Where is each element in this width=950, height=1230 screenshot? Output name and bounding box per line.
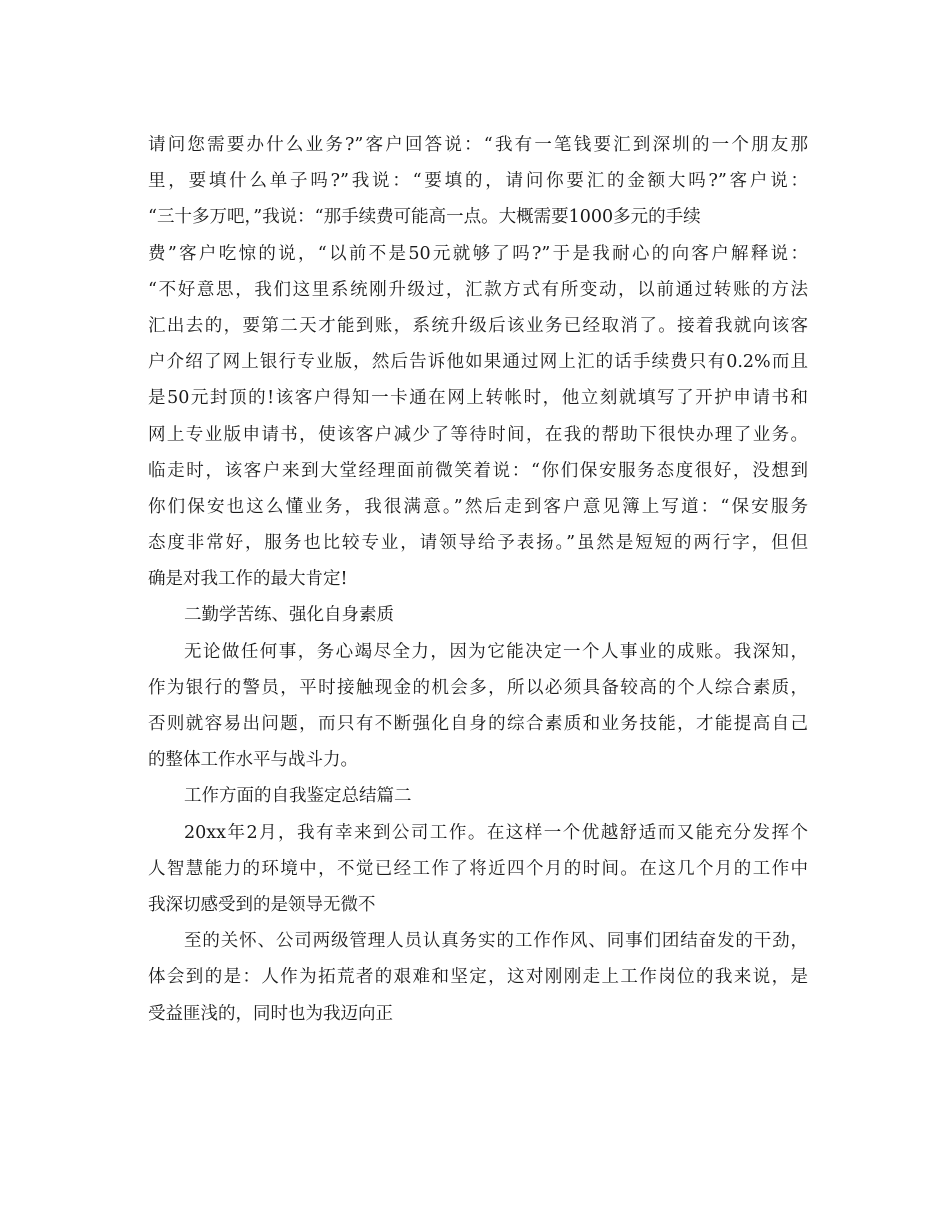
text-line: 临走时，该客户来到大堂经理面前微笑着说：“你们保安服务态度很好，没想到 bbox=[148, 460, 808, 481]
text-line: 态度非常好，服务也比较专业，请领导给予表扬。”虽然是短短的两行字，但但 bbox=[148, 533, 808, 554]
text-line: 请问您需要办什么业务?”客户回答说：“我有一笔钱要汇到深圳的一个朋友那 bbox=[148, 135, 808, 155]
text-line: 二勤学苦练、强化自身素质 bbox=[184, 605, 394, 626]
text-line: 工作方面的自我鉴定总结篇二 bbox=[184, 786, 412, 807]
text-line: 作为银行的警员，平时接触现金的机会多，所以必须具备较高的个人综合素质， bbox=[148, 677, 808, 698]
text-line: 户介绍了网上银行专业版，然后告诉他如果通过网上汇的话手续费只有0.2%而且 bbox=[148, 352, 808, 373]
text-line: 至的关怀、公司两级管理人员认真务实的工作作风、同事们团结奋发的干劲， bbox=[184, 931, 808, 952]
text-line: 确是对我工作的最大肯定! bbox=[148, 569, 348, 590]
text-line: 费”客户吃惊的说，“以前不是50元就够了吗?”于是我耐心的向客户解释说： bbox=[148, 243, 808, 264]
text-line: 汇出去的，要第二天才能到账，系统升级后该业务已经取消了。接着我就向该客 bbox=[148, 315, 808, 336]
document-body bbox=[148, 127, 808, 1032]
text-line: 你们保安也这么懂业务，我很满意。”然后走到客户意见簿上写道：“保安服务 bbox=[148, 496, 808, 517]
text-line: 网上专业版申请书，使该客户减少了等待时间，在我的帮助下很快办理了业务。 bbox=[148, 424, 808, 445]
text-line: 体会到的是：人作为拓荒者的艰难和坚定，这对刚刚走上工作岗位的我来说，是 bbox=[148, 967, 808, 988]
text-line: 否则就容易出问题，而只有不断强化自身的综合素质和业务技能，才能提高自己 bbox=[148, 714, 808, 734]
text-line: 里，要填什么单子吗?”我说：“要填的，请问你要汇的金额大吗?”客户说： bbox=[148, 171, 808, 192]
text-line: 无论做任何事，务心竭尽全力，因为它能决定一个人事业的成账。我深知， bbox=[184, 641, 808, 662]
text-line: 受益匪浅的，同时也为我迈向正 bbox=[148, 1003, 393, 1024]
text-line: 我深切感受到的是领导无微不 bbox=[148, 894, 376, 915]
text-line: 人智慧能力的环境中，不觉已经工作了将近四个月的时间。在这几个月的工作中 bbox=[148, 858, 808, 879]
text-line: “不好意思，我们这里系统刚升级过，汇款方式有所变动，以前通过转账的方法 bbox=[148, 279, 808, 300]
text-line: 20xx年2月，我有幸来到公司工作。在这样一个优越舒适而又能充分发挥个 bbox=[184, 822, 808, 843]
text-line: “三十多万吧，”我说：“那手续费可能高一点。大概需要1000多元的手续 bbox=[148, 207, 701, 228]
text-line: 是50元封顶的!该客户得知一卡通在网上转帐时，他立刻就填写了开护申请书和 bbox=[148, 388, 808, 409]
text-line: 的整体工作水平与战斗力。 bbox=[148, 750, 358, 771]
